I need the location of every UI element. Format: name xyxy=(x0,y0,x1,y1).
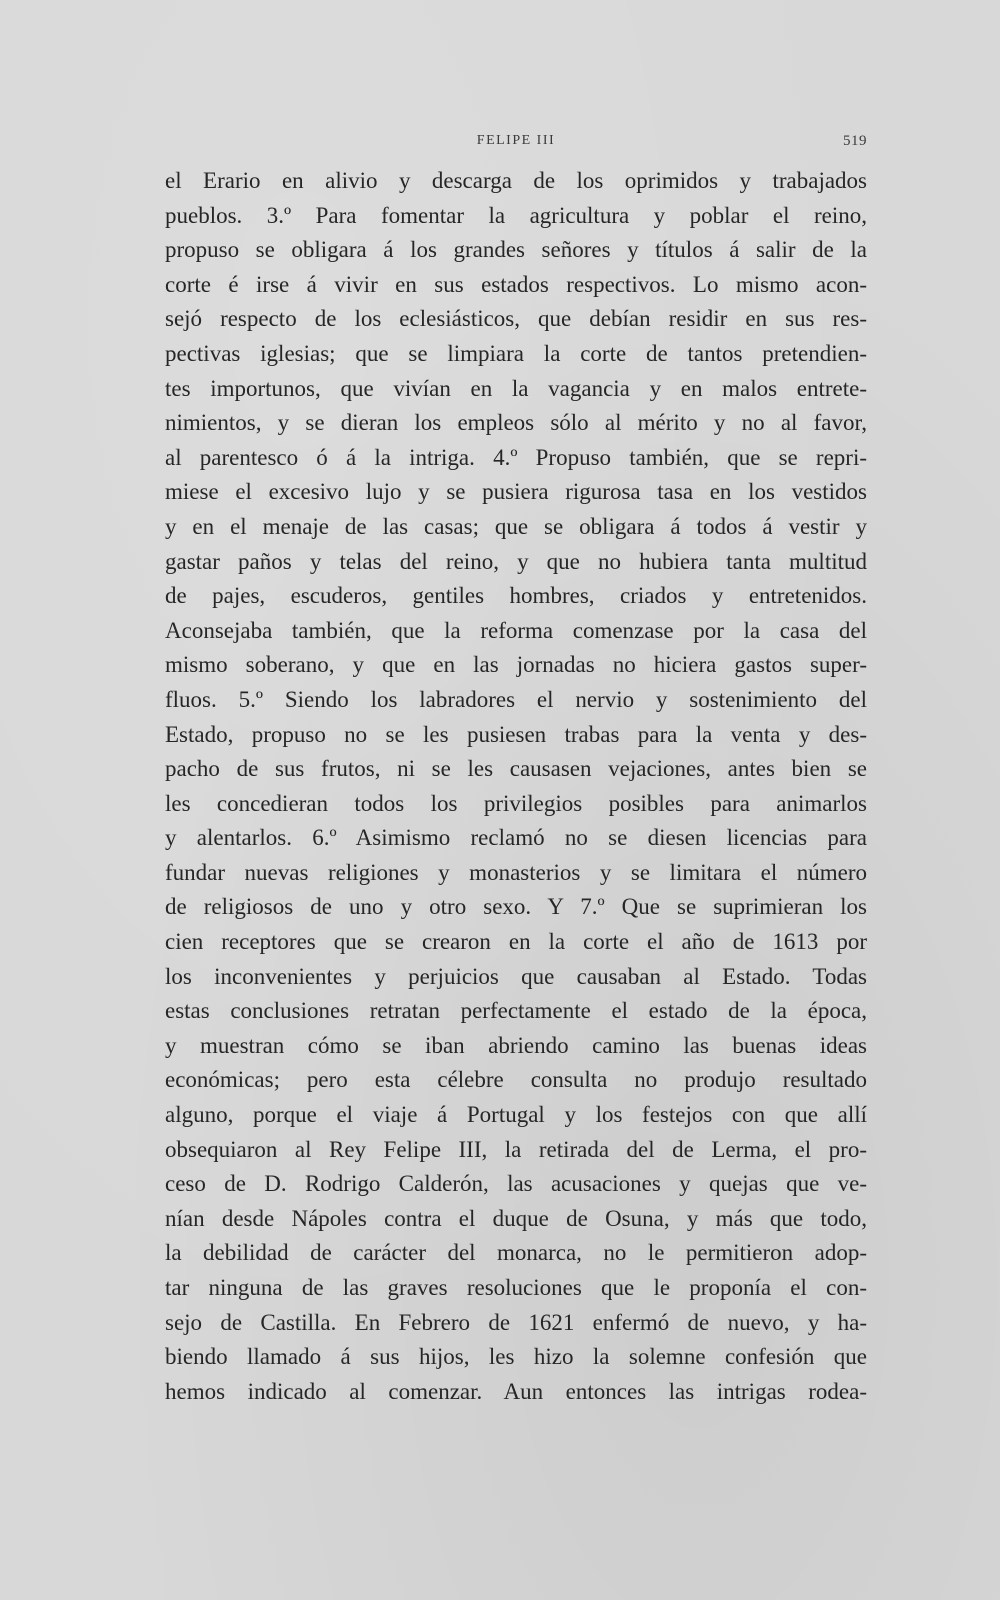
text-line: los inconvenientes y perjuicios que causaban al Estado. Todas xyxy=(165,963,867,989)
text-line: de religiosos de uno y otro sexo. Y 7.º Que se suprimieran los xyxy=(165,894,867,920)
text-line: económicas; pero esta célebre consulta no produjo resultado xyxy=(165,1067,867,1093)
page-number: 519 xyxy=(843,133,867,149)
text-line: Aconsejaba también, que la reforma comenzase por la casa del xyxy=(165,617,867,643)
text-line: Estado, propuso no se les pusiesen trabas para la venta y des- xyxy=(165,721,867,747)
text-line: el Erario en alivio y descarga de los oprimidos y trabajados xyxy=(165,168,867,193)
text-line: la debilidad de carácter del monarca, no le permitieron adop- xyxy=(165,1240,867,1266)
text-line: fundar nuevas religiones y monasterios y se limitara el número xyxy=(165,859,867,885)
text-line: y muestran cómo se iban abriendo camino las buenas ideas xyxy=(165,1032,867,1058)
text-line: estas conclusiones retratan perfectamente el estado de la época, xyxy=(165,998,867,1024)
text-line: gastar paños y telas del reino, y que no hubiera tanta multitud xyxy=(165,548,867,574)
text-line: nimientos, y se dieran los empleos sólo al mérito y no al favor, xyxy=(165,410,867,436)
text-line: de pajes, escuderos, gentiles hombres, criados y entretenidos. xyxy=(165,583,867,609)
text-line: y alentarlos. 6.º Asimismo reclamó no se diesen licencias para xyxy=(165,825,867,851)
text-line: al parentesco ó á la intriga. 4.º Propuso también, que se repri- xyxy=(165,444,867,470)
text-line: tar ninguna de las graves resoluciones que le proponía el con- xyxy=(165,1275,867,1300)
text-line: ceso de D. Rodrigo Calderón, las acusaciones y quejas que ve- xyxy=(165,1171,867,1197)
body-text xyxy=(165,164,867,1409)
text-line: propuso se obligara á los grandes señores y títulos á salir de la xyxy=(165,237,867,263)
text-line: pacho de sus frutos, ni se les causasen vejaciones, antes bien se xyxy=(165,756,867,782)
text-line: cien receptores que se crearon en la corte el año de 1613 por xyxy=(165,929,867,955)
text-line: alguno, porque el viaje á Portugal y los festejos con que allí xyxy=(165,1102,867,1128)
text-line: y en el menaje de las casas; que se obligara á todos á vestir y xyxy=(165,513,867,539)
text-line: sejó respecto de los eclesiásticos, que debían residir en sus res- xyxy=(165,306,867,332)
text-line: sejo de Castilla. En Febrero de 1621 enfermó de nuevo, y ha- xyxy=(165,1309,867,1335)
text-line: les concedieran todos los privilegios posibles para animarlos xyxy=(165,790,867,816)
text-line: fluos. 5.º Siendo los labradores el nervio y sostenimiento del xyxy=(165,686,867,712)
running-title: FELIPE III xyxy=(476,133,556,148)
text-line: obsequiaron al Rey Felipe III, la retirada del de Lerma, el pro- xyxy=(165,1136,867,1162)
text-line: hemos indicado al comenzar. Aun entonces las intrigas rodea- xyxy=(165,1378,867,1404)
text-line: mismo soberano, y que en las jornadas no hiciera gastos super- xyxy=(165,652,867,678)
text-line: biendo llamado á sus hijos, les hizo la solemne confesión que xyxy=(165,1344,867,1370)
text-line: miese el excesivo lujo y se pusiera rigurosa tasa en los vestidos xyxy=(165,479,867,505)
text-line: pectivas iglesias; que se limpiara la corte de tantos pretendien- xyxy=(165,340,867,366)
text-line: tes importunos, que vivían en la vagancia y en malos entrete- xyxy=(165,375,867,401)
text-line: corte é irse á vivir en sus estados respectivos. Lo mismo acon- xyxy=(165,271,867,297)
running-head xyxy=(165,133,867,153)
text-line: nían desde Nápoles contra el duque de Osuna, y más que todo, xyxy=(165,1205,867,1231)
text-line: pueblos. 3.º Para fomentar la agricultura y poblar el reino, xyxy=(165,202,867,228)
